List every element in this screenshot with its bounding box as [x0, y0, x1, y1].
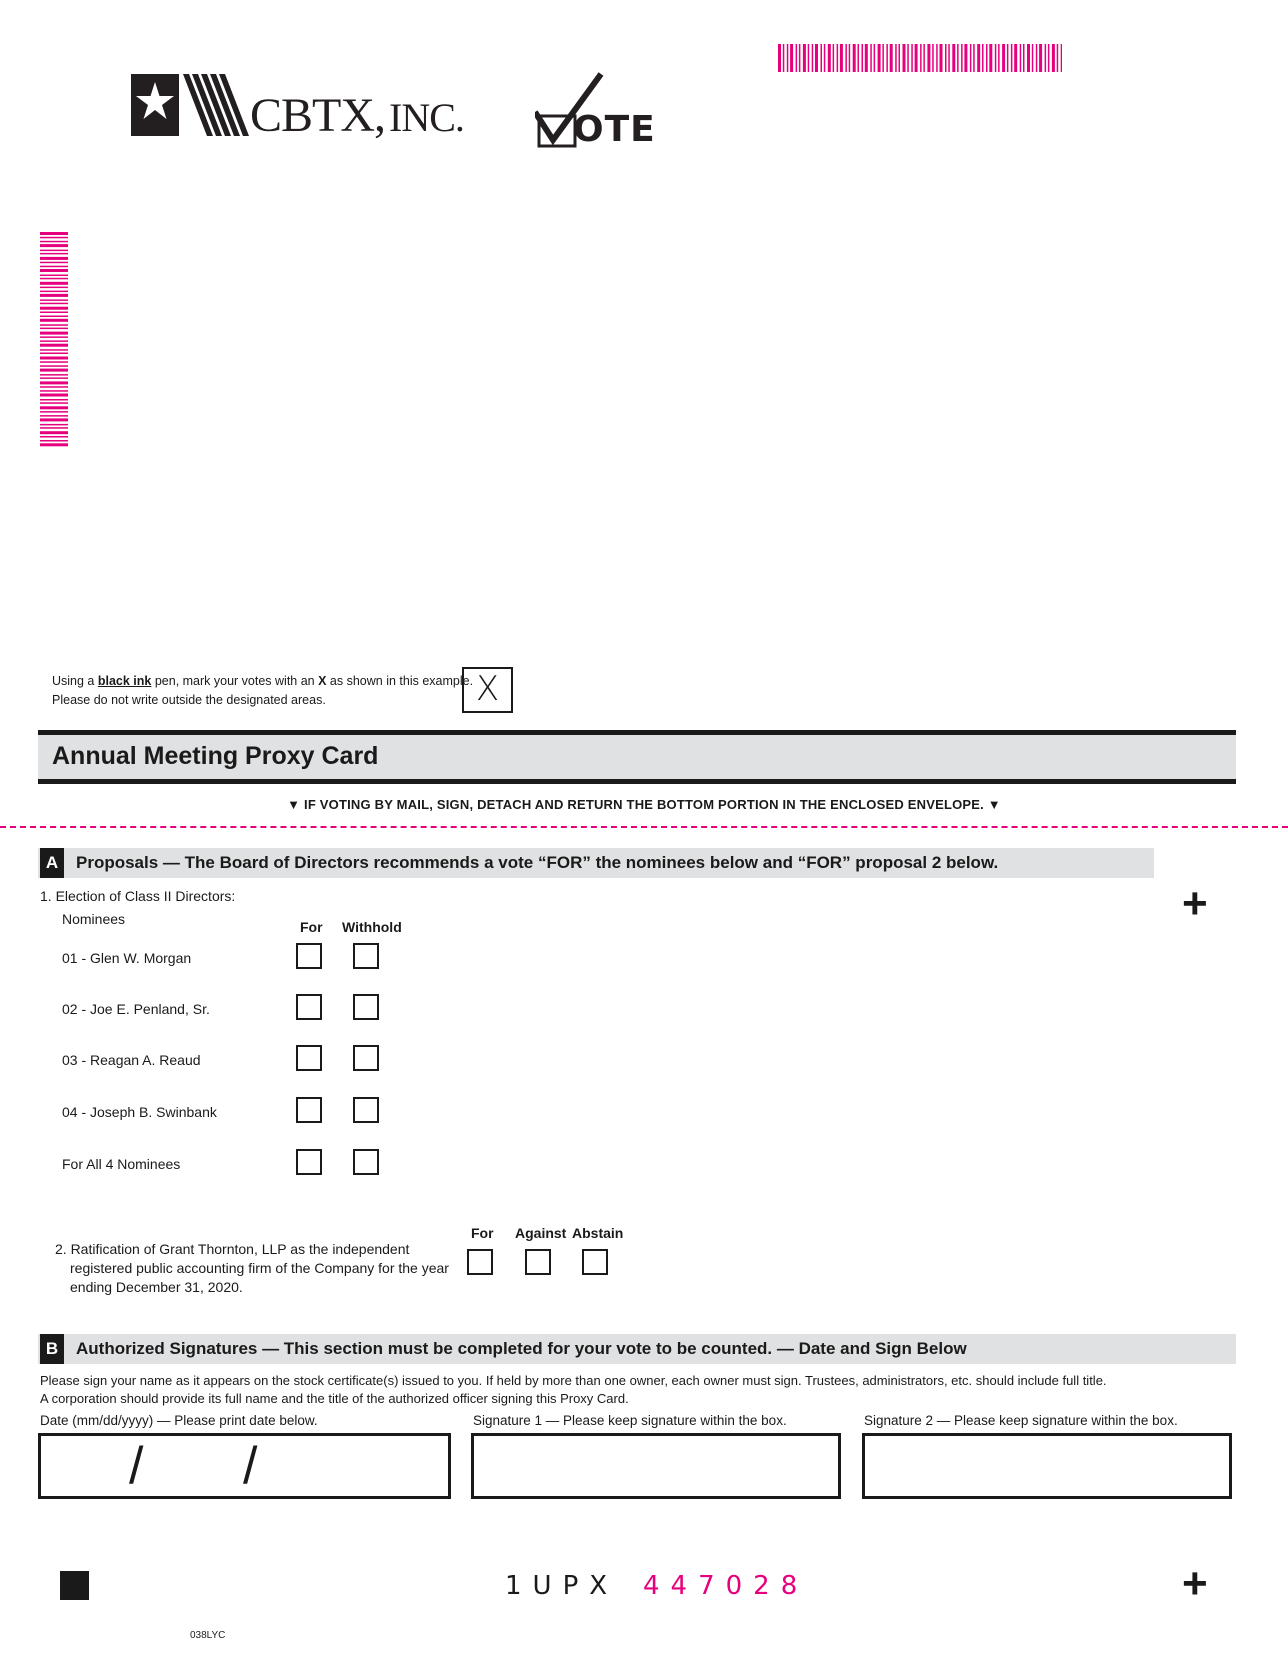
nominee-label: 01 - Glen W. Morgan	[62, 950, 192, 966]
checkbox-proposal2-abstain[interactable]	[582, 1249, 608, 1275]
section-b-letter: B	[40, 1334, 64, 1364]
date-separator: /	[243, 1437, 258, 1495]
checkbox-for-all-nominees[interactable]	[296, 1149, 322, 1175]
col-header-abstain: Abstain	[572, 1225, 624, 1241]
signature2-label: Signature 2 — Please keep signature within the box.	[864, 1413, 1178, 1428]
mail-instruction: ▼ IF VOTING BY MAIL, SIGN, DETACH AND RETURN THE BOTTOM PORTION IN THE ENCLOSED ENVELOPE. ▼	[287, 797, 1001, 812]
col-header-withhold: Withhold	[342, 919, 402, 935]
barcode-vertical	[40, 232, 68, 448]
checkbox-for-nominee-04[interactable]	[296, 1097, 322, 1123]
signature-instructions: Please sign your name as it appears on the stock certificate(s) issued to you. If held by more than one owner, each owner must sign. Trustees, administrators, etc. should include full title. A corporation should provide its full name and the title of the authorized officer signing this Proxy Card.	[40, 1373, 1107, 1406]
vote-logo-text: OTE	[573, 109, 656, 150]
nominee-label: 03 - Reagan A. Reaud	[62, 1052, 201, 1068]
checkbox-withhold-nominee-04[interactable]	[353, 1097, 379, 1123]
section-b-heading: Authorized Signatures — This section must be completed for your vote to be counted. — Date and Sign Below	[76, 1339, 967, 1358]
signature1-box[interactable]	[471, 1433, 841, 1499]
item1-label: 1. Election of Class II Directors:	[40, 888, 236, 904]
checkbox-proposal2-against[interactable]	[525, 1249, 551, 1275]
star-logo-icon	[131, 74, 251, 136]
page-title: Annual Meeting Proxy Card	[52, 742, 379, 770]
nominees-label: Nominees	[62, 911, 126, 927]
checkbox-for-nominee-01[interactable]	[296, 943, 322, 969]
barcode-horizontal	[778, 44, 1062, 72]
date-separator: /	[129, 1437, 144, 1495]
signature1-label: Signature 1 — Please keep signature within the box.	[473, 1413, 787, 1428]
checkbox-withhold-all-nominees[interactable]	[353, 1149, 379, 1175]
checkbox-withhold-nominee-03[interactable]	[353, 1045, 379, 1071]
date-input-box[interactable]	[38, 1433, 451, 1499]
footer-number: 447028	[643, 1571, 809, 1601]
section-a-heading: Proposals — The Board of Directors recommends a vote “FOR” the nominees below and “FOR” proposal 2 below.	[76, 853, 999, 872]
nominee-label: 02 - Joe E. Penland, Sr.	[62, 1001, 210, 1017]
col-header-for: For	[300, 919, 323, 935]
registration-plus-icon: +	[1182, 1559, 1208, 1608]
registration-plus-icon: +	[1182, 879, 1208, 928]
form-code: 038LYC	[190, 1630, 226, 1641]
example-mark-box: X	[462, 667, 513, 713]
section-a-letter: A	[40, 848, 64, 878]
nominee-label: 04 - Joseph B. Swinbank	[62, 1104, 217, 1120]
item2-label: 2. Ratification of Grant Thornton, LLP as the independent registered public accounting firm of the Company for the year ending December 31, 2020.	[55, 1241, 449, 1295]
checkbox-withhold-nominee-01[interactable]	[353, 943, 379, 969]
checkbox-for-nominee-02[interactable]	[296, 994, 322, 1020]
footer-code: 1UPX	[505, 1571, 619, 1601]
col-header-against: Against	[515, 1225, 567, 1241]
col-header-for: For	[471, 1225, 494, 1241]
detach-line	[0, 826, 1288, 828]
date-label: Date (mm/dd/yyyy) — Please print date below.	[40, 1413, 318, 1428]
signature2-box[interactable]	[862, 1433, 1232, 1499]
checkbox-for-nominee-03[interactable]	[296, 1045, 322, 1071]
registration-square	[60, 1571, 89, 1600]
checkbox-withhold-nominee-02[interactable]	[353, 994, 379, 1020]
nominee-label: For All 4 Nominees	[62, 1156, 181, 1172]
company-logo-text: CBTX, INC.	[250, 89, 464, 142]
checkbox-proposal2-for[interactable]	[467, 1249, 493, 1275]
marking-instructions: Using a black ink pen, mark your votes with an X as shown in this example. Please do not write outside the designated areas.	[52, 674, 474, 707]
